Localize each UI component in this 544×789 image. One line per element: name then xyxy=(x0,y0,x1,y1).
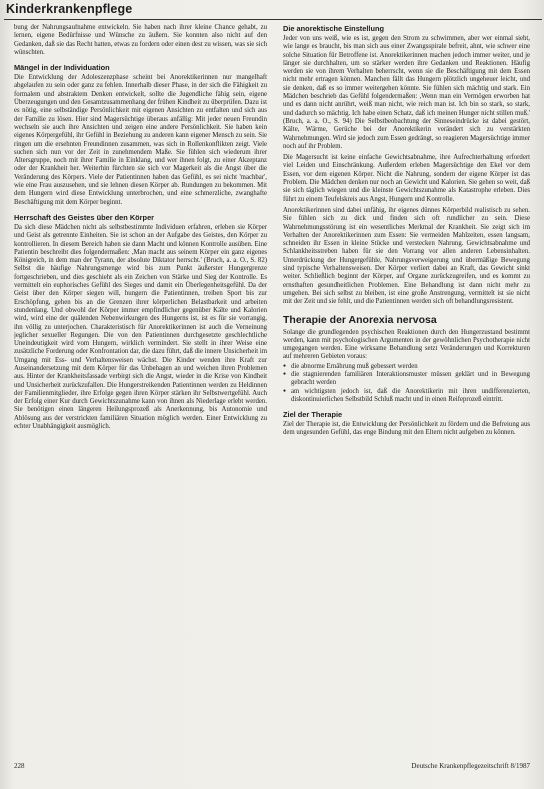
paragraph-mind-over-body: Da sich diese Mädchen nicht als selbstbestimmte Individuen erfahren, erleben sie Körper und Geist als getrennte Einheiten. Sie ist schon an der Aufgabe des Geistes, den Körper zu kontrollieren. In diesem Bereich haben sie dann Macht und können Kontrolle ausüben. Eine Patientin beschreibt dies folgendermaßen: ,Man macht aus seinem Körper ein ganz eigenes Königreich, in dem man der Tyrann, der absolute Diktator herrscht.' (Bruch, a. a. O., S. 82) Selbst die häufige Nahrungsmenge wird bis zum Punkt äußerster Hungergrenze fortgeschrieben, und dies geschieht als ein Zeichen von Stärke und Sieg der Kontrolle. Es vermittelt ein euphorisches Gefühl des Sieges und damit ein Überlegenheitsgefühl. Da der Geist über den Körper siegen will, hungern die Patientinnen, treiben Sport bis zur Erschöpfung, gehen bis an die Grenzen ihrer körperlichen Belastbarkeit und arbeiten stundenlang. Und obwohl der Körper immer empfindlicher gegenüber Kälte und Kalorien wird, wird eine der quälenden Nebenwirkungen des Hungerns ist, ist es für sie vorrangig, ihn völlig zu unterjochen. Charakteristisch für Anorektikerinnen ist auch die Verneinung jeglicher sexueller Regungen. Die von den Patientinnen durchgesetzte geschlechtliche Uneindeutigkeit wird vom Hungern, wirklich vermindert. Sie stellt in ihrer Weise eine zusätzliche Forderung oder Konfrontation dar, die dazu führt, daß die innere Unsicherheit im Umgang mit Ess- und Verhaltensweisen wächst. Die Kinder wenden ihre Kraft zur Auseinandersetzung mit dem Körper für das Unbehagen an und weichen ihren Problemen aus. Hinter der Krankheitsfassade verbirgt sich die Angst, wieder in die Krise von Kindheit und Unsicherheit zurückzufallen. Die Hungerstreikenden Patientinnen werden zu Heldinnen der Familienmitglieder, ihre Erfolge gegen ihren Körper stärken ihr Selbstwertgefühl. Auch der Erfolg einer Kur durch Gewichtszunahme kann von ihnen als Niederlage erlebt werden. Sie benötigen einen längeren Heilungsprozeß als Anerkennung, bis Autonomie und Ablösung aus der verstrickten familiären Situation möglich werden. Einer Entwicklung zu echter Unabhängigkeit ausmöglich. xyxy=(14,223,267,431)
paragraph-therapy: Solange die grundlegenden psychischen Reaktionen durch den Hungerzustand bestimmt werden, kann mit psychologischen Argumenten in der gewöhnlichen Psychotherapie nicht umgegangen werden. Eine wirksame Behandlung setzt Veränderungen und Korrekturen auf mehreren Gebieten voraus: xyxy=(283,328,530,361)
page-footer xyxy=(14,762,530,774)
heading-individuation: Mängel in der Individuation xyxy=(14,63,110,73)
page-header xyxy=(4,2,542,20)
left-column xyxy=(14,24,267,769)
journal-source: Deutsche Krankenpflegezeitschrift 8/1987 xyxy=(411,762,530,770)
paragraph-attitude-2: Die Magersucht ist keine einfache Gewichtsabnahme, ihre Aufrechterhaltung erfordert viel Leiden und Einschränkung. Außerdem erleben Magersüchtige den Ekel vor dem Essen, vor dem eigenen Körper. Nicht die Nahrung, sondern der eigene Körper ist das Problem. Die Mädchen denken nur noch an Gewicht und Kalorien. Sie gehen so weit, daß sie sich täglich wiegen und die kleinste Gewichtszunahme als Katastrophe erleben. Dies führt zu einem Teufelskreis aus Angst, Hungern und Kontrolle. xyxy=(283,154,530,203)
right-column xyxy=(283,24,530,769)
section-title: Kinderkrankenpflege xyxy=(6,2,133,16)
list-item: ● am wichtigsten jedoch ist, daß die Anorektikerin mit ihren undifferenzierten, diskontinuierlichen Selbstbild Schluß macht und in einen Reifeprozeß eintritt. xyxy=(283,388,530,405)
heading-therapy: Therapie der Anorexia nervosa xyxy=(283,313,437,326)
heading-therapy-goal: Ziel der Therapie xyxy=(283,410,343,420)
paragraph-attitude-1: Jeder von uns weiß, wie es ist, gegen den Strom zu schwimmen, aber wer einmal sieht, wie lange es braucht, bis man sich aus einer Zwangsspirale befreit, ahnt, wie schwer eine solche Situation für Betroffene ist. Anorektikerinnen machen jedoch immer weiter, und je länger sie durchhalten, um so stärker werden ihre Gedanken und Reaktionen. Häufig werden sie von ihrem Verhalten beherrscht, wenn sie die Beschäftigung mit dem Essen nicht mehr ertragen können. Manchen fällt das Hungern plötzlich ungeheuer leicht, und sie denken, daß es so immer weitergehen könnte. Sie fühlen sich mächtig und stark. Ein Mädchen beschrieb das Gefühl folgendermaßen: ,Wenn man ein Vermögen erworben hat und es dann nicht anrührt, weiß man nicht, wie reich man ist. Ich bin so stark, so stark, und dadurch so mächtig. Ich habe einen Schatz, daß ich meinen Hunger nicht stillen muß.' (Bruch, a. a. O., S. 94) Die Selbstbeobachtung der Sinneseindrücke ist dabei gestört, Kälte, Wärme, Gerüche bei der Anorektikerin verändert sich zu verstärkten Wahrnehmungen. Wird sie jedoch zum Essen gedrängt, so reagieren Magersüchtige immer noch auf ihr Problem. xyxy=(283,35,530,150)
heading-anorectic-attitude: Die anorektische Einstellung xyxy=(283,24,385,33)
heading-mind-over-body: Herrschaft des Geistes über den Körper xyxy=(14,212,155,222)
page-number: 228 xyxy=(14,762,25,770)
paragraph-individuation: Die Entwicklung der Adoleszenzphase scheint bei Anorektikerinnen nur mangelhaft abgelaufen zu sein oder ganz zu fehlen. Innerhalb dieser Phase, in der sich die Fähigkeit zu formalem und abstraktem Denken entwickelt, sollte die Jugendliche fähig sein, eigene Überzeugungen und den Gesamtzusammenhang der frühen Kindheit zu überprüfen. Dazu ist es nötig, eine selbständige Persönlichkeit mit eigenen Ansichten zu entfalten und sich aus der Familie zu lösen. Hier sind Magersüchtige überaus anfällig: Mit jeder neuen Freundin wechseln sie auch ihre Ansichten und zeigen eine andere Persönlichkeit. Sie haben kein eigenes Körpergefühl, ihr Gefühl in Beziehung zu anderen kann eigener Mensch zu sein. Sie ringen um die ersehnten Freundinnen zusammen, was sich in Rollenkonflikten zeigt. Viele suchen sich nun vor der Zeit in zunehmendem Maße. Sie fühlen sich wiederum ihrer Altersgruppe, noch mit ihrer Familie in Einklang, und wer ihnen folgt, zu einer Akzeptanz oder der Krankheit her. Weiterhin fürchten sie sich vor Magerkeit als die Angst über die Veränderung des Körpers. Viele der Patientinnen haben das Gefühl, es sei nicht 'machbar', wie eine Frau auszusehen, und sie lehnen diesen Körper ab. Rundungen zu bekommen. Mit dem Hungern wird diese Entwicklung unterbrochen, und eine schmerzliche, zwanghafte Beschäftigung mit dem Körper beginnt. xyxy=(14,74,267,206)
paragraph-therapy-goal: Ziel der Therapie ist, die Entwicklung der Persönlichkeit zu fördern und die Befreiung aus dem ungesunden Gefühl, das enge Bindung mit den Eltern nicht aufgeben zu können. xyxy=(283,421,530,437)
therapy-list xyxy=(283,363,530,404)
paragraph-attitude-3: Anorektikerinnen sind dabei unfähig, ihr eigenes dünnes Körperbild realistisch zu sehen. Sie fühlen sich zu dick und finden sich oft rundlicher zu sein. Diese Wahrnehmungsstörung ist ein wesentliches Merkmal der Krankheit. Sie zeigt sich im Verhalten der Anorektikerinnen zum Essen: Sie vermeiden Mahlzeiten, essen langsam, schneiden ihr Essen in kleine Stücke und verstecken Nahrung. Gewichtsabnahme und Schlankheitsstreben haben für sie den Vorrang vor allen anderen Lebensinhalten. Unterdrückung der Hungergefühle, Nahrungsverweigerung und übermäßige Bewegung sind typische Verhaltensweisen. Der Körper verliert dabei an Kraft, das Gewicht sinkt weiter. Schließlich beginnt der Körper, auf Organe zurückzugreifen, und es kommt zu ernsthaften gesundheitlichen Problemen. Eine Behandlung ist dann nicht mehr zu umgehen. Bei sich selbst zu bleiben, ist eine große Anstrengung, vermittelt ist sie nicht mit der Zeit und sie fehlt, und die Patientinnen werden sich oft behandlungsresistent. xyxy=(283,206,530,306)
intro-paragraph: bung der Nahrungsaufnahme entwickeln. Sie haben nach ihrer kleine Chance gehabt, zu lernen, eigene Bedürfnisse und Wünsche zu äußern. Sie konnten also nicht auf den Gedanken, daß sie das Recht hatten, etwas zu fordern oder einen dest zu wissen, was sie sich wünschten. xyxy=(14,24,267,56)
list-item: ● die abnorme Ernährung muß gebessert werden xyxy=(283,363,530,371)
list-item: ● die stagnierenden familiären Interaktionsmuster müssen geklärt und in Bewegung gebracht werden xyxy=(283,371,530,388)
